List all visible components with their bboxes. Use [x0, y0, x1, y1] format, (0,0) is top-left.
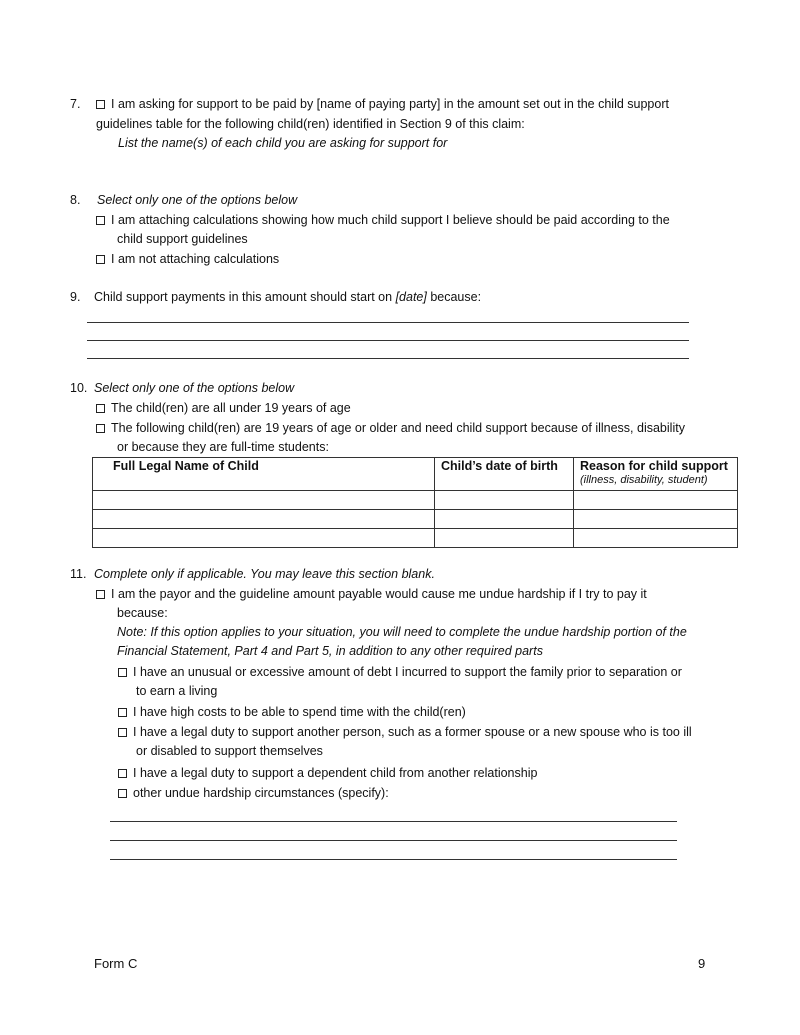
child-dob-cell[interactable] — [435, 529, 574, 548]
section-9-answer-line-1[interactable] — [87, 322, 689, 323]
hardship-support-another-checkbox[interactable] — [118, 728, 127, 737]
hardship-other-line-2[interactable] — [110, 840, 677, 841]
hardship-support-another-line2: or disabled to support themselves — [136, 744, 323, 758]
section-11-number: 11. — [70, 567, 87, 581]
hardship-debt-line1: I have an unusual or excessive amount of debt I incurred to support the family prior to separation or — [133, 665, 682, 679]
section-9-text-after: because: — [426, 290, 482, 304]
hardship-dependent-child-checkbox[interactable] — [118, 769, 127, 778]
section-10-over-19-line1: The following child(ren) are 19 years of age or older and need child support because of illness, disability — [111, 421, 685, 435]
section-8-attaching-checkbox[interactable] — [96, 216, 105, 225]
section-10-option-under-19 — [96, 400, 351, 416]
section-9-date-placeholder: [date] — [395, 290, 427, 304]
child-reason-cell[interactable] — [574, 491, 738, 510]
col-header-date-of-birth: Child’s date of birth — [435, 458, 574, 491]
hardship-debt-checkbox[interactable] — [118, 668, 127, 677]
footer-page-number: 9 — [698, 956, 706, 971]
section-9-text-before: Child support payments in this amount should start on — [94, 290, 396, 304]
section-10-heading: Select only one of the options below — [94, 381, 295, 395]
table-row — [93, 529, 738, 548]
section-8-heading: Select only one of the options below — [97, 193, 298, 207]
hardship-option-access-costs — [118, 704, 466, 720]
children-table-header — [93, 458, 738, 491]
section-10-under-19-label: The child(ren) are all under 19 years of age — [111, 401, 351, 415]
section-10-over-19-line2: or because they are full-time students: — [117, 440, 329, 454]
section-7-number: 7. — [70, 97, 81, 111]
section-8-option-attaching — [96, 212, 670, 228]
col-header-reason — [574, 458, 738, 491]
hardship-access-costs-label: I have high costs to be able to spend time with the child(ren) — [133, 705, 466, 719]
footer-form-name: Form C — [94, 956, 138, 971]
section-10-option-over-19 — [96, 420, 685, 436]
col-header-reason-label: Reason for child support — [580, 459, 728, 473]
hardship-other-checkbox[interactable] — [118, 789, 127, 798]
child-dob-cell[interactable] — [435, 491, 574, 510]
col-header-reason-sub: (illness, disability, student) — [580, 474, 708, 486]
section-8-not-attaching-checkbox[interactable] — [96, 255, 105, 264]
section-9-answer-line-2[interactable] — [87, 340, 689, 341]
section-7-checkbox[interactable] — [96, 100, 105, 109]
section-10-under-19-checkbox[interactable] — [96, 404, 105, 413]
child-dob-cell[interactable] — [435, 510, 574, 529]
section-11-note-line2: Financial Statement, Part 4 and Part 5, in addition to any other required parts — [117, 644, 543, 658]
section-8-option-not-attaching — [96, 251, 279, 267]
hardship-option-dependent-child — [118, 765, 537, 781]
hardship-option-debt — [118, 664, 682, 680]
section-10-over-19-checkbox[interactable] — [96, 424, 105, 433]
child-name-cell[interactable] — [93, 491, 435, 510]
hardship-debt-line2: to earn a living — [136, 684, 218, 698]
child-name-cell[interactable] — [93, 510, 435, 529]
section-11-heading: Complete only if applicable. You may leave this section blank. — [94, 567, 435, 581]
section-10-number: 10. — [70, 381, 88, 395]
hardship-other-label: other undue hardship circumstances (specify): — [133, 786, 389, 800]
section-8-not-attaching-label: I am not attaching calculations — [111, 252, 280, 266]
table-row — [93, 491, 738, 510]
section-11-note-line1: Note: If this option applies to your situation, you will need to complete the undue hardship portion of the — [117, 625, 687, 639]
child-reason-cell[interactable] — [574, 529, 738, 548]
section-9-number: 9. — [70, 290, 81, 304]
table-row — [93, 510, 738, 529]
section-11-option-hardship — [96, 586, 647, 602]
hardship-option-other — [118, 785, 389, 801]
hardship-dependent-child-label: I have a legal duty to support a dependent child from another relationship — [133, 766, 538, 780]
child-reason-cell[interactable] — [574, 510, 738, 529]
section-9-text — [94, 289, 481, 305]
children-table — [92, 457, 738, 548]
section-11-hardship-checkbox[interactable] — [96, 590, 105, 599]
child-name-cell[interactable] — [93, 529, 435, 548]
hardship-access-costs-checkbox[interactable] — [118, 708, 127, 717]
section-8-number: 8. — [70, 193, 81, 207]
section-7-line2: guidelines table for the following child(ren) identified in Section 9 of this claim: — [96, 117, 525, 131]
section-7-line1: I am asking for support to be paid by [name of paying party] in the amount set out in the child support — [111, 97, 669, 111]
section-11-hardship-line1: I am the payor and the guideline amount payable would cause me undue hardship if I try to pay it — [111, 587, 647, 601]
hardship-support-another-line1: I have a legal duty to support another person, such as a former spouse or a new spouse who is too ill — [133, 725, 692, 739]
section-11-hardship-line2: because: — [117, 606, 168, 620]
hardship-option-support-another — [118, 724, 692, 740]
section-7-option — [96, 96, 669, 112]
col-header-full-legal-name: Full Legal Name of Child — [93, 458, 435, 491]
hardship-other-line-3[interactable] — [110, 859, 677, 860]
section-8-attaching-line1: I am attaching calculations showing how much child support I believe should be paid according to the — [111, 213, 670, 227]
section-9-answer-line-3[interactable] — [87, 358, 689, 359]
hardship-other-line-1[interactable] — [110, 821, 677, 822]
section-8-attaching-line2: child support guidelines — [117, 232, 248, 246]
section-7-instruction: List the name(s) of each child you are asking for support for — [118, 136, 448, 150]
